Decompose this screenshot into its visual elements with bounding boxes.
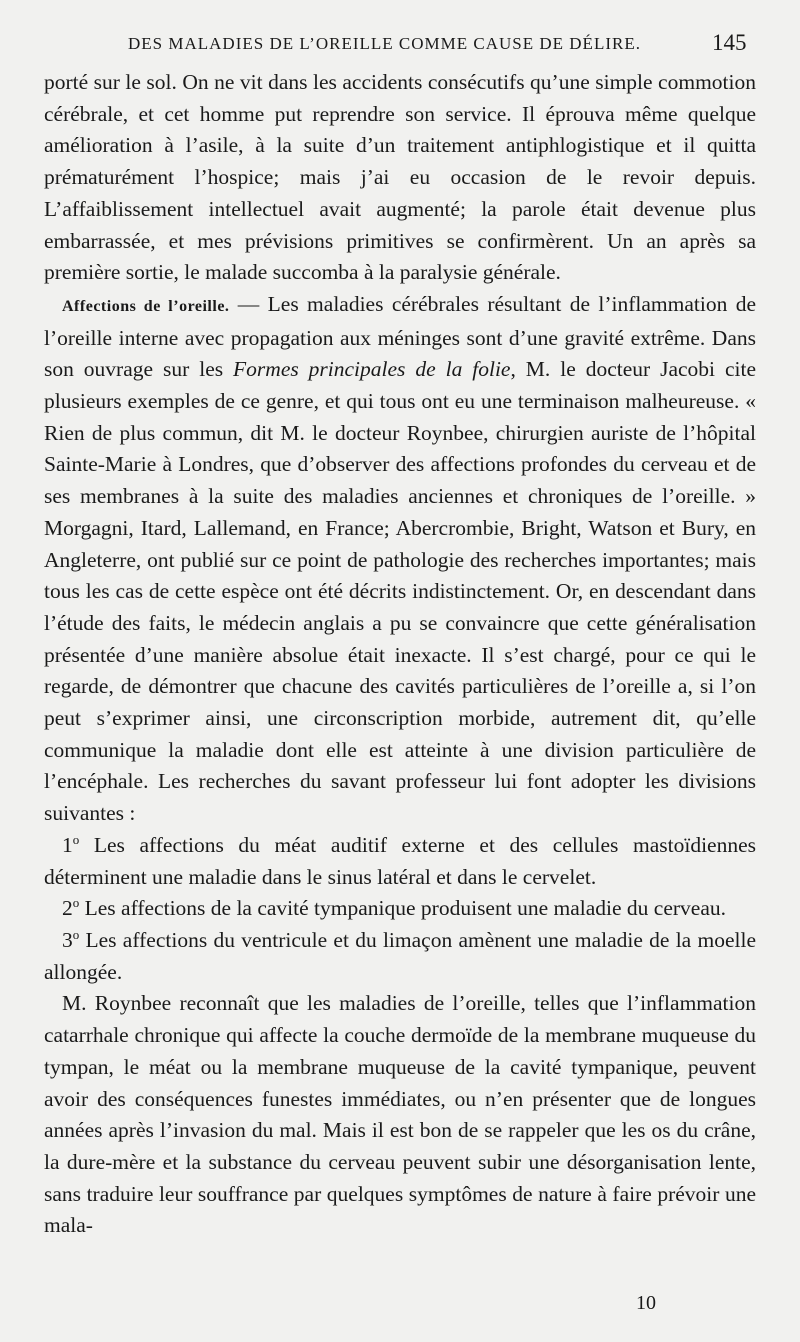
paragraph-text: — Les maladies cérébrales résultant de l’inflammation de l’oreille interne avec propagation aux méninges sont d’une gravité extrême. Dans son ouvrage sur les bbox=[44, 291, 757, 382]
section-label: Affections de l’oreille. bbox=[62, 297, 230, 315]
page-header bbox=[0, 30, 800, 60]
list-text: Les affections du méat auditif externe et des cellules mastoïdiennes déterminent une maladie dans le sinus latéral et dans le cervelet. bbox=[44, 832, 756, 889]
list-text: Les affections de la cavité tympanique produisent une maladie du cerveau. bbox=[79, 896, 726, 921]
list-ordinal: o bbox=[72, 831, 80, 847]
list-number: 1 bbox=[62, 832, 73, 857]
list-ordinal: o bbox=[72, 926, 80, 942]
paragraph-affections bbox=[44, 289, 756, 830]
list-ordinal: o bbox=[72, 895, 80, 911]
list-text: Les affections du ventricule et du limaçon amènent une maladie de la moelle allongée. bbox=[44, 927, 756, 984]
list-item bbox=[44, 830, 756, 893]
paragraph-roynbee: M. Roynbee reconnaît que les maladies de l’oreille, telles que l’inflammation catarrhale chronique qui affecte la couche dermoïde de la membrane muqueuse du tympan, le méat ou la membrane muqueuse de la cavité tympanique, peuvent avoir des conséquences funestes immédiates, ou n’en présenter que de longues années après l’invasion du mal. Mais il est bon de se rappeler que les os du crâne, la dure-mère et la substance du cerveau peuvent subir une désorganisation lente, sans traduire leur souffrance par quelques symptômes de nature à faire prévoir une mala- bbox=[44, 991, 756, 1238]
running-title: DES MALADIES DE L’OREILLE COMME CAUSE DE DÉLIRE. bbox=[128, 34, 641, 53]
list-item bbox=[44, 925, 756, 988]
book-title-italic: Formes principales de la folie bbox=[233, 357, 511, 382]
body-text bbox=[44, 67, 756, 1242]
list-number: 3 bbox=[62, 927, 73, 952]
list-number: 2 bbox=[62, 896, 73, 921]
signature-mark: 10 bbox=[636, 1292, 656, 1314]
paragraph-text: , M. le docteur Jacobi cite plusieurs exemples de ce genre, et qui tous ont eu une terminaison malheureuse. « Rien de plus commun, dit M. le docteur Roynbee, chirurgien auriste de l’hôpital Sainte-Marie à Londres, que d’observer des affections profondes du cerveau et de ses membranes à la suite des maladies anciennes et chroniques de l’oreille. » Morgagni, Itard, Lallemand, en France; Abercrombie, Bright, Watson et Bury, en Angleterre, ont publié sur ce point de pathologie des recherches importantes; mais tous les cas de cette espèce ont été décrits indistinctement. Or, en descendant dans l’étude des faits, le médecin anglais a pu se convaincre que cette généralisation présentée d’une manière absolue était inexacte. Il s’est chargé, pour ce qui le regarde, de démontrer que chacune des cavités particulières de l’oreille a, si l’on peut s’exprimer ainsi, une circonscription morbide, autrement dit, qu’elle communique la maladie dont elle est atteinte à une division particulière de l’encéphale. Les recherches du savant professeur lui font adopter les divisions suivantes : bbox=[44, 357, 757, 826]
page-number: 145 bbox=[712, 30, 747, 55]
list-item bbox=[44, 893, 756, 925]
paragraph-continuation: porté sur le sol. On ne vit dans les accidents consécutifs qu’une simple commotion cérébrale, et cet homme put reprendre son service. Il éprouva même quelque amélioration à l’asile, à la suite d’un traitement antiphlogistique et il quitta prématurément l’hospice; mais j’ai eu occasion de le revoir depuis. L’affaiblissement intellectuel avait augmenté; la parole était devenue plus embarrassée, et mes prévisions primitives se confirmèrent. Un an après sa première sortie, le malade succomba à la paralysie générale. bbox=[44, 70, 756, 285]
